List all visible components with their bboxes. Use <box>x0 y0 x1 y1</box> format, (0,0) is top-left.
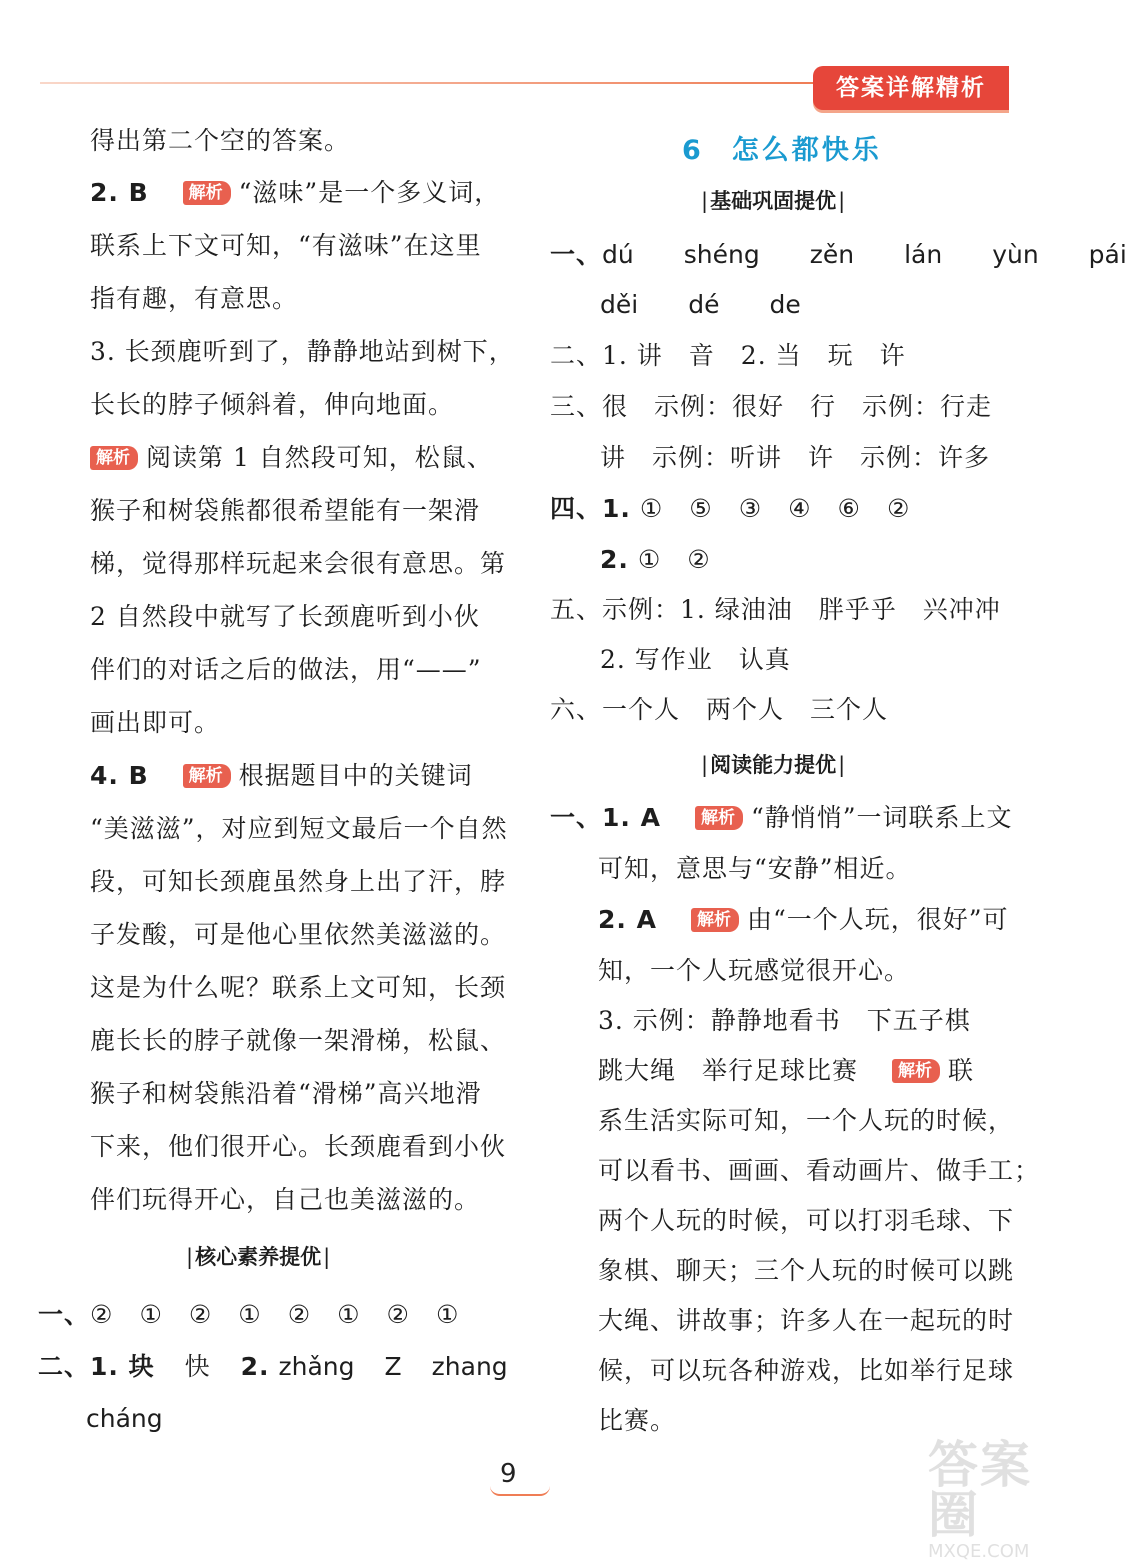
pinyin: de <box>769 290 801 319</box>
analysis-tag: 解析 <box>691 908 739 932</box>
core-q1-label: 一、 <box>38 1300 91 1329</box>
answer-circle: ① <box>435 1300 460 1329</box>
basic-q4-sub: 2. <box>600 545 629 574</box>
analysis-tag: 解析 <box>90 446 138 470</box>
basic-q3-line: 三、很 示例：很好 行 示例：行走 <box>550 392 993 421</box>
reading-q3-text: 联 <box>948 1056 975 1085</box>
reading-q3-line: 大绳、讲故事；许多人在一起玩的时 <box>598 1306 1015 1335</box>
basic-q1-line2 <box>600 290 801 320</box>
q3-analysis-line: 猴子和树袋熊都很希望能有一架滑 <box>90 496 481 525</box>
analysis-tag: 解析 <box>183 764 231 788</box>
answer-circle: ⑥ <box>837 494 861 523</box>
answer-circle: ① <box>637 545 662 574</box>
watermark <box>928 1436 1048 1562</box>
core-q2-label: 二、 <box>38 1352 91 1381</box>
q3-analysis-line: 画出即可。 <box>90 708 221 737</box>
q2-number: 2. B <box>90 178 149 207</box>
q3-analysis-line: 梯，觉得那样玩起来会很有意思。第 <box>90 549 507 578</box>
q4-line: 子发酸，可是他心里依然美滋滋的。 <box>90 920 507 949</box>
core-q2-part1b: 快 <box>184 1352 211 1381</box>
basic-q1-label: 一、 <box>550 240 603 269</box>
reading-q3-line: 比赛。 <box>598 1406 677 1435</box>
answer-circle: ② <box>386 1300 410 1329</box>
q3-analysis-text: 阅读第 1 自然段可知，松鼠、 <box>146 443 493 472</box>
watermark-logo: 答案圈 <box>928 1436 1032 1544</box>
core-q2-line <box>38 1352 508 1382</box>
q3-line: 3. 长颈鹿听到了，静静地站到树下， <box>90 337 515 366</box>
answer-circle: ② <box>90 1300 114 1329</box>
reading-q3-line <box>598 1056 974 1086</box>
q4-text: 根据题目中的关键词 <box>238 761 473 790</box>
pinyin: zěn <box>809 240 855 269</box>
q3-line: 长长的脖子倾斜着，伸向地面。 <box>90 390 455 419</box>
pinyin: dú <box>602 240 634 269</box>
left-line: 得出第二个空的答案。 <box>90 126 351 155</box>
watermark-url: MXQE.COM <box>928 1541 1030 1562</box>
core-q1-line <box>38 1300 485 1330</box>
section-heading-basic: | 基础巩固提优 | <box>701 186 845 216</box>
lesson-number: 6 <box>682 135 704 166</box>
reading-q3-line: 可以看书、画画、看动画片、做手工； <box>598 1156 1041 1185</box>
q4-line: 伴们玩得开心，自己也美滋滋的。 <box>90 1185 481 1214</box>
q4-line <box>90 761 473 791</box>
reading-q3-line: 候，可以玩各种游戏，比如举行足球 <box>598 1356 1015 1385</box>
reading-q2-number: 2. A <box>598 905 657 934</box>
reading-q1-line: 可知，意思与“安静”相近。 <box>598 854 912 883</box>
reading-q2-line <box>598 905 1009 935</box>
reading-q1-text: “静悄悄”一词联系上文 <box>750 803 1013 832</box>
answer-circle: ① <box>238 1300 262 1329</box>
lesson-title <box>682 128 882 167</box>
q3-analysis-line: 伴们的对话之后的做法，用“——” <box>90 655 482 684</box>
basic-q6-line: 六、一个人 两个人 三个人 <box>550 695 889 724</box>
reading-q3-text: 跳大绳 举行足球比赛 <box>598 1056 859 1085</box>
basic-q4-line2 <box>600 545 737 575</box>
analysis-tag: 解析 <box>892 1059 940 1083</box>
reading-q3-line: 象棋、聊天；三个人玩的时候可以跳 <box>598 1256 1015 1285</box>
q2-line <box>90 178 500 208</box>
answer-circle: ② <box>188 1300 213 1329</box>
q4-line: 这是为什么呢？联系上文可知，长颈 <box>90 973 507 1002</box>
basic-q5-line: 五、示例：1. 绿油油 胖乎乎 兴冲冲 <box>550 595 1001 624</box>
basic-q1-line <box>550 240 1127 270</box>
pinyin: shéng <box>683 240 760 269</box>
page-number: 9 <box>500 1459 517 1489</box>
pinyin: děi <box>600 290 639 319</box>
core-q2-part1: 1. 块 <box>90 1352 155 1381</box>
core-q2-pinyin: Z <box>384 1352 402 1381</box>
pinyin: pái <box>1088 240 1127 269</box>
basic-q2-line: 二、1. 讲 音 2. 当 玩 许 <box>550 341 906 370</box>
basic-q4-label: 四、1. <box>550 494 631 523</box>
answer-circle: ⑤ <box>689 494 713 523</box>
q2-text: “滋味”是一个多义词， <box>238 178 501 207</box>
answer-circle: ① <box>139 1300 163 1329</box>
q4-line: 下来，他们很开心。长颈鹿看到小伙 <box>90 1132 507 1161</box>
page-number-swoosh <box>490 1486 550 1496</box>
basic-q4-line <box>550 494 936 524</box>
basic-q3-line: 讲 示例：听讲 许 示例：许多 <box>600 443 991 472</box>
core-q2-pinyin: zhǎng <box>278 1352 355 1381</box>
lesson-name: 怎么都快乐 <box>731 135 882 166</box>
pinyin: lán <box>904 240 943 269</box>
q4-line: “美滋滋”，对应到短文最后一个自然 <box>90 814 508 843</box>
header-rule <box>40 82 815 84</box>
basic-q5-line: 2. 写作业 认真 <box>600 645 791 674</box>
section-heading-core: | 核心素养提优 | <box>186 1242 330 1272</box>
reading-q3-line: 两个人玩的时候，可以打羽毛球、下 <box>598 1206 1015 1235</box>
reading-q2-line: 知，一个人玩感觉很开心。 <box>598 956 911 985</box>
reading-q3-line: 系生活实际可知，一个人玩的时候， <box>598 1106 1015 1135</box>
reading-q1-number: 一、1. A <box>550 803 661 832</box>
reading-q2-text: 由“一个人玩，很好”可 <box>746 905 1009 934</box>
core-q1-answers <box>90 1300 485 1329</box>
q2-line: 指有趣，有意思。 <box>90 284 299 313</box>
core-q2-pinyin: zhang <box>431 1352 508 1381</box>
q3-analysis-line: 2 自然段中就写了长颈鹿听到小伙 <box>90 602 480 631</box>
q4-number: 4. B <box>90 761 149 790</box>
pinyin: yùn <box>992 240 1039 269</box>
answer-circle: ② <box>687 545 711 574</box>
answer-circle: ④ <box>788 494 812 523</box>
q2-line: 联系上下文可知，“有滋味”在这里 <box>90 231 482 260</box>
reading-q1-line <box>550 803 1013 833</box>
q3-analysis-line <box>86 443 493 473</box>
core-q2-pinyin-line: cháng <box>86 1404 163 1433</box>
q4-line: 段，可知长颈鹿虽然身上出了汗，脖 <box>90 867 507 896</box>
q4-line: 鹿长长的脖子就像一架滑梯，松鼠、 <box>90 1026 507 1055</box>
answer-circle: ② <box>886 494 911 523</box>
answer-circle: ① <box>337 1300 361 1329</box>
header-tab: 答案详解精析 <box>813 66 1009 110</box>
reading-q3-line: 3. 示例：静静地看书 下五子棋 <box>598 1006 971 1035</box>
section-heading-reading: | 阅读能力提优 | <box>701 750 845 780</box>
analysis-tag: 解析 <box>183 181 231 205</box>
core-q2-part2: 2. <box>240 1352 270 1381</box>
answer-circle: ② <box>287 1300 312 1329</box>
pinyin: dé <box>688 290 720 319</box>
analysis-tag: 解析 <box>695 806 743 830</box>
answer-circle: ① <box>639 494 664 523</box>
q4-line: 猴子和树袋熊沿着“滑梯”高兴地滑 <box>90 1079 482 1108</box>
answer-circle: ③ <box>738 494 763 523</box>
